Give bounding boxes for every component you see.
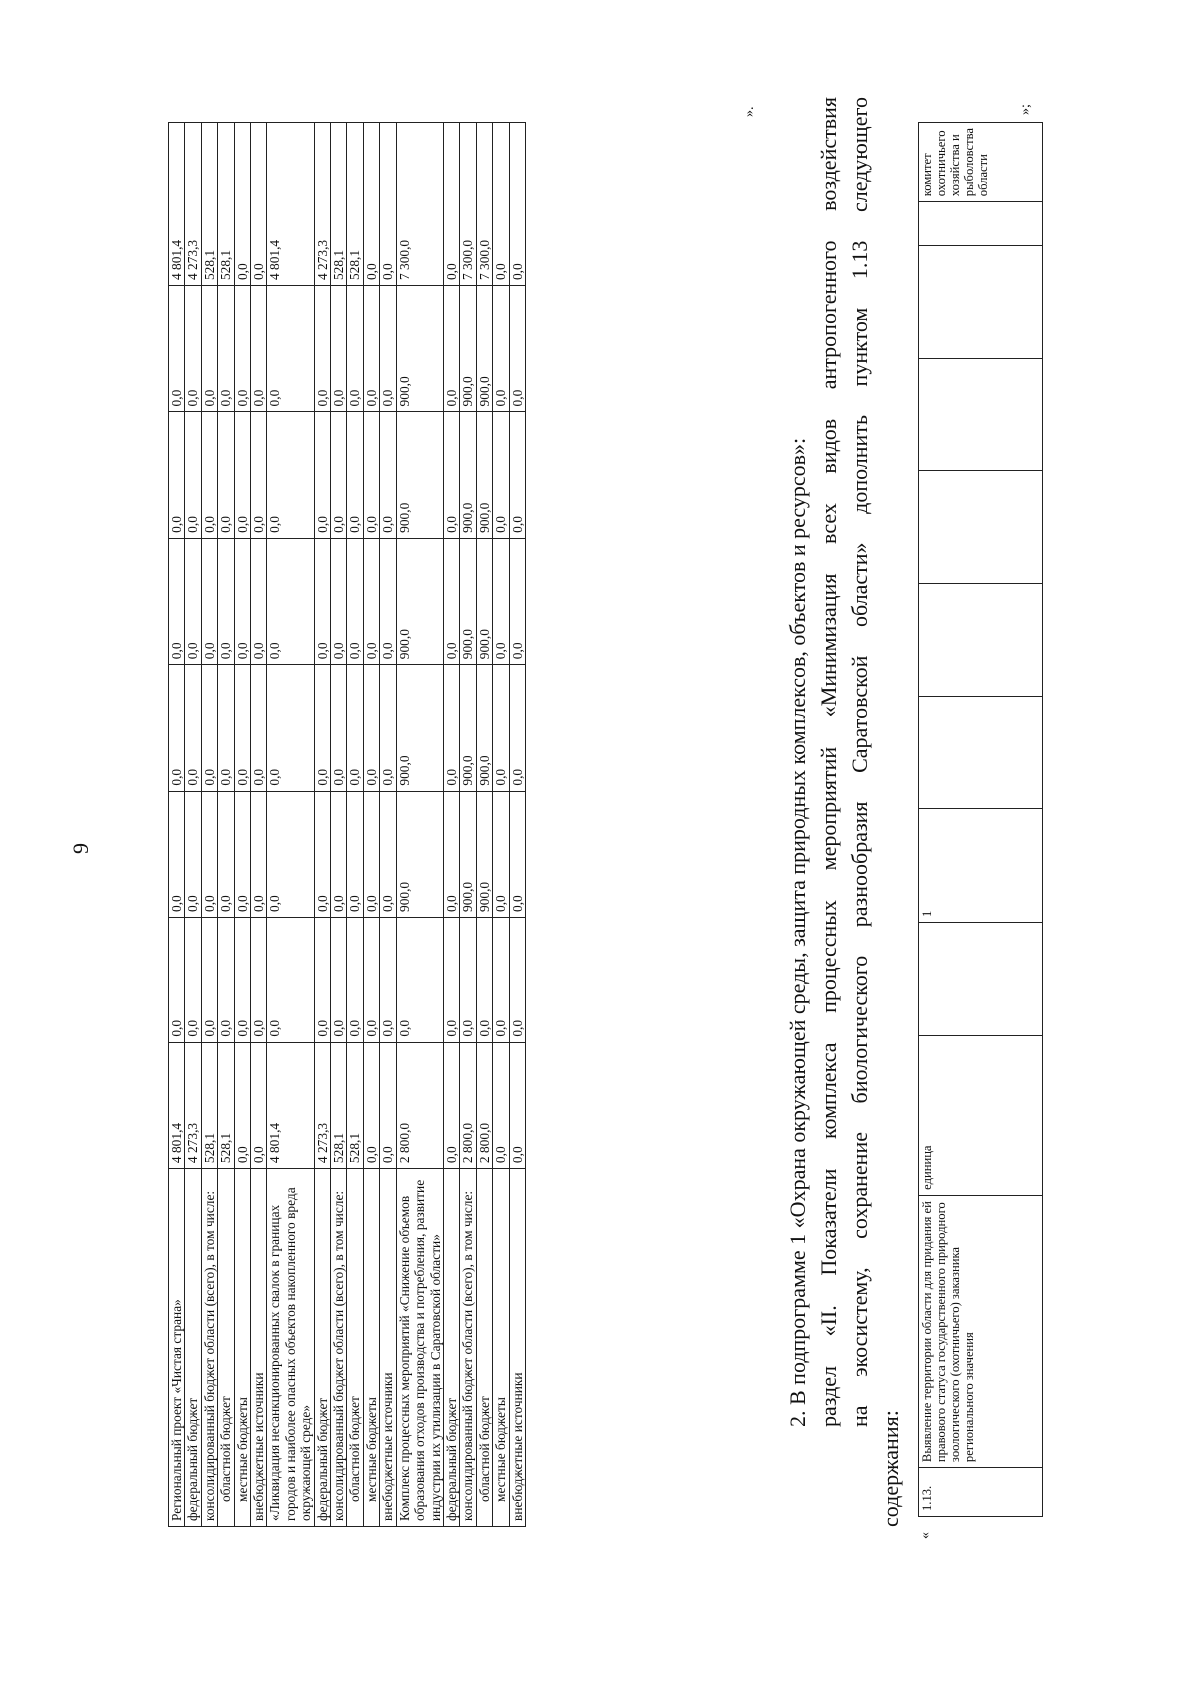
total-cell: 0,0	[234, 123, 250, 286]
value-cell: 900,0	[396, 791, 443, 917]
value-cell: 0,0	[234, 1042, 250, 1168]
value-cell: 0,0	[509, 286, 525, 412]
value-cell: 900,0	[460, 286, 476, 412]
row-label: местные бюджеты	[493, 1169, 509, 1527]
value-cell: 0,0	[169, 791, 185, 917]
indicator-value	[919, 471, 1043, 584]
value-cell: 4 273,3	[185, 1042, 201, 1168]
value-cell: 0,0	[380, 412, 396, 538]
indicator-table	[918, 122, 1043, 1517]
table-row	[396, 123, 443, 1527]
value-cell: 0,0	[169, 538, 185, 664]
total-cell: 4 801,4	[169, 123, 185, 286]
value-cell: 0,0	[267, 286, 314, 412]
indicator-value	[919, 246, 1043, 359]
value-cell: 0,0	[493, 538, 509, 664]
value-cell: 0,0	[314, 665, 330, 791]
value-cell: 0,0	[380, 1042, 396, 1168]
value-cell: 0,0	[493, 791, 509, 917]
total-cell: 528,1	[218, 123, 234, 286]
value-cell: 0,0	[267, 791, 314, 917]
value-cell: 0,0	[509, 412, 525, 538]
table-row	[331, 123, 347, 1527]
value-cell: 0,0	[185, 412, 201, 538]
budget-table	[168, 122, 526, 1527]
row-label: областной бюджет	[218, 1169, 234, 1527]
indicator-closing-mark: »;	[1018, 104, 1033, 115]
value-cell: 0,0	[201, 665, 217, 791]
value-cell: 0,0	[218, 412, 234, 538]
value-cell: 900,0	[460, 412, 476, 538]
paragraph-line: содержания:	[878, 1410, 903, 1527]
row-label: Региональный проект «Чистая страна»	[169, 1169, 185, 1527]
value-cell: 0,0	[363, 918, 379, 1043]
row-label: консолидированный бюджет области (всего), в том числе:	[460, 1169, 476, 1527]
value-cell: 0,0	[314, 412, 330, 538]
value-cell: 900,0	[396, 665, 443, 791]
value-cell: 2 800,0	[396, 1042, 443, 1168]
total-cell: 7 300,0	[460, 123, 476, 286]
paragraph-line: раздел «II. Показатели комплекса процессных мероприятий «Минимизация всех видов антропогенного воздействия	[816, 97, 841, 1427]
value-cell: 0,0	[493, 1042, 509, 1168]
total-cell: 0,0	[443, 123, 459, 286]
value-cell: 0,0	[331, 665, 347, 791]
total-cell: 7 300,0	[396, 123, 443, 286]
value-cell: 0,0	[509, 1042, 525, 1168]
value-cell: 900,0	[396, 412, 443, 538]
value-cell: 0,0	[509, 538, 525, 664]
total-cell: 0,0	[509, 123, 525, 286]
value-cell: 0,0	[314, 286, 330, 412]
value-cell: 0,0	[201, 286, 217, 412]
value-cell: 528,1	[331, 1042, 347, 1168]
value-cell: 0,0	[493, 918, 509, 1043]
value-cell: 0,0	[476, 918, 492, 1043]
indicator-name: Выявление территории области для придания ей правового статуса государственного природного зоологического (охотничьего) заказника регионального значения	[919, 1195, 1043, 1467]
value-cell: 0,0	[218, 286, 234, 412]
table-row	[267, 123, 314, 1527]
row-label: местные бюджеты	[363, 1169, 379, 1527]
value-cell: 0,0	[363, 665, 379, 791]
value-cell: 900,0	[460, 538, 476, 664]
value-cell: 0,0	[443, 286, 459, 412]
value-cell: 0,0	[169, 412, 185, 538]
value-cell: 0,0	[380, 791, 396, 917]
table-row	[185, 123, 201, 1527]
value-cell: 0,0	[201, 538, 217, 664]
value-cell: 528,1	[218, 1042, 234, 1168]
table-row	[234, 123, 250, 1527]
value-cell: 0,0	[493, 412, 509, 538]
total-cell: 0,0	[493, 123, 509, 286]
row-label: областной бюджет	[347, 1169, 363, 1527]
value-cell: 0,0	[201, 791, 217, 917]
value-cell: 0,0	[251, 412, 267, 538]
value-cell: 0,0	[169, 665, 185, 791]
value-cell: 0,0	[234, 665, 250, 791]
value-cell: 2 800,0	[476, 1042, 492, 1168]
indicator-row	[919, 123, 1043, 1517]
value-cell: 0,0	[363, 1042, 379, 1168]
value-cell: 0,0	[509, 791, 525, 917]
row-label: внебюджетные источники	[380, 1169, 396, 1527]
value-cell: 0,0	[396, 918, 443, 1043]
value-cell: 4 273,3	[314, 1042, 330, 1168]
indicator-value	[919, 358, 1043, 471]
value-cell: 900,0	[460, 791, 476, 917]
value-cell: 0,0	[251, 538, 267, 664]
total-cell: 528,1	[201, 123, 217, 286]
value-cell: 0,0	[443, 412, 459, 538]
table-row	[251, 123, 267, 1527]
value-cell: 0,0	[267, 538, 314, 664]
value-cell: 0,0	[185, 286, 201, 412]
value-cell: 0,0	[331, 918, 347, 1043]
value-cell: 0,0	[443, 538, 459, 664]
value-cell: 0,0	[234, 918, 250, 1043]
total-cell: 4 273,3	[314, 123, 330, 286]
value-cell: 0,0	[380, 918, 396, 1043]
table-row	[476, 123, 492, 1527]
value-cell: 900,0	[476, 665, 492, 791]
row-label: консолидированный бюджет области (всего), в том числе:	[201, 1169, 217, 1527]
value-cell: 2 800,0	[460, 1042, 476, 1168]
value-cell: 900,0	[396, 286, 443, 412]
total-cell: 528,1	[347, 123, 363, 286]
value-cell: 0,0	[380, 538, 396, 664]
value-cell: 0,0	[347, 665, 363, 791]
value-cell: 0,0	[169, 918, 185, 1043]
value-cell: 900,0	[476, 538, 492, 664]
value-cell: 0,0	[347, 412, 363, 538]
value-cell: 4 801,4	[267, 1042, 314, 1168]
value-cell: 0,0	[443, 1042, 459, 1168]
value-cell: 0,0	[251, 665, 267, 791]
value-cell: 0,0	[267, 665, 314, 791]
table-row	[380, 123, 396, 1527]
value-cell: 900,0	[396, 538, 443, 664]
value-cell: 0,0	[347, 538, 363, 664]
value-cell: 0,0	[185, 538, 201, 664]
value-cell: 0,0	[169, 286, 185, 412]
value-cell: 0,0	[363, 412, 379, 538]
value-cell: 0,0	[347, 791, 363, 917]
value-cell: 0,0	[493, 286, 509, 412]
value-cell: 900,0	[476, 791, 492, 917]
value-cell: 0,0	[201, 918, 217, 1043]
row-label: «Ликвидация несанкционированных свалок в границах городов и наиболее опасных объектов накопленного вреда окружающей среде»	[267, 1169, 314, 1527]
value-cell: 0,0	[331, 412, 347, 538]
table-row	[347, 123, 363, 1527]
row-label: федеральный бюджет	[185, 1169, 201, 1527]
value-cell: 0,0	[347, 918, 363, 1043]
value-cell: 0,0	[509, 665, 525, 791]
value-cell: 528,1	[201, 1042, 217, 1168]
table-row	[218, 123, 234, 1527]
row-label: федеральный бюджет	[314, 1169, 330, 1527]
value-cell: 900,0	[460, 665, 476, 791]
row-label: областной бюджет	[476, 1169, 492, 1527]
total-cell: 0,0	[251, 123, 267, 286]
table-row	[509, 123, 525, 1527]
value-cell: 0,0	[460, 918, 476, 1043]
value-cell: 0,0	[314, 791, 330, 917]
value-cell: 0,0	[185, 791, 201, 917]
page-number: 9	[68, 843, 93, 854]
value-cell: 0,0	[218, 665, 234, 791]
indicator-value	[919, 922, 1043, 1035]
total-cell: 4 801,4	[267, 123, 314, 286]
value-cell: 0,0	[251, 791, 267, 917]
value-cell: 0,0	[443, 918, 459, 1043]
value-cell: 0,0	[234, 538, 250, 664]
table-row	[363, 123, 379, 1527]
value-cell: 0,0	[234, 412, 250, 538]
indicator-value: 1	[919, 809, 1043, 923]
value-cell: 0,0	[251, 286, 267, 412]
value-cell: 0,0	[331, 791, 347, 917]
value-cell: 0,0	[347, 286, 363, 412]
value-cell: 0,0	[331, 286, 347, 412]
paragraph-line: на экосистему, сохранение биологического разнообразия Саратовской области» дополнить пунктом 1.13 следующего	[847, 97, 872, 1427]
value-cell: 528,1	[347, 1042, 363, 1168]
value-cell: 0,0	[201, 412, 217, 538]
indicator-value	[919, 202, 1043, 246]
total-cell: 528,1	[331, 123, 347, 286]
value-cell: 0,0	[380, 665, 396, 791]
value-cell: 0,0	[185, 665, 201, 791]
indicator-value	[919, 584, 1043, 697]
value-cell: 900,0	[476, 286, 492, 412]
value-cell: 0,0	[314, 538, 330, 664]
value-cell: 0,0	[218, 791, 234, 917]
indicator-responsible: комитет охотничьего хозяйства и рыболовства области	[919, 123, 1043, 202]
total-cell: 0,0	[380, 123, 396, 286]
value-cell: 0,0	[251, 918, 267, 1043]
table-closing-mark: ».	[742, 106, 757, 117]
value-cell: 0,0	[363, 538, 379, 664]
total-cell: 7 300,0	[476, 123, 492, 286]
value-cell: 4 801,4	[169, 1042, 185, 1168]
paragraph-subprogram: 2. В подпрограмме 1 «Охрана окружающей среды, защита природных комплексов, объектов и ресурсов»:	[785, 437, 810, 1427]
value-cell: 0,0	[363, 286, 379, 412]
row-label: внебюджетные источники	[251, 1169, 267, 1527]
value-cell: 0,0	[493, 665, 509, 791]
value-cell: 0,0	[218, 538, 234, 664]
table-row	[493, 123, 509, 1527]
total-cell: 4 273,3	[185, 123, 201, 286]
value-cell: 900,0	[476, 412, 492, 538]
paragraph-section-amendment	[813, 97, 906, 1527]
value-cell: 0,0	[234, 286, 250, 412]
value-cell: 0,0	[218, 918, 234, 1043]
value-cell: 0,0	[380, 286, 396, 412]
value-cell: 0,0	[185, 918, 201, 1043]
table-row	[314, 123, 330, 1527]
value-cell: 0,0	[267, 918, 314, 1043]
table-row	[443, 123, 459, 1527]
row-label: внебюджетные источники	[509, 1169, 525, 1527]
table-row	[169, 123, 185, 1527]
value-cell: 0,0	[234, 791, 250, 917]
value-cell: 0,0	[363, 791, 379, 917]
indicator-number: 1.13.	[919, 1468, 1043, 1517]
value-cell: 0,0	[251, 1042, 267, 1168]
value-cell: 0,0	[443, 665, 459, 791]
row-label: федеральный бюджет	[443, 1169, 459, 1527]
row-label: консолидированный бюджет области (всего), в том числе:	[331, 1169, 347, 1527]
value-cell: 0,0	[331, 538, 347, 664]
total-cell: 0,0	[363, 123, 379, 286]
indicator-unit: единица	[919, 1035, 1043, 1195]
value-cell: 0,0	[509, 918, 525, 1043]
row-label: Комплекс процессных мероприятий «Снижение объемов образования отходов производства и потребления, развитие индустрии их утилизации в Саратовской области»	[396, 1169, 443, 1527]
indicator-value	[919, 696, 1043, 809]
table-row	[201, 123, 217, 1527]
value-cell: 0,0	[267, 412, 314, 538]
table-row	[460, 123, 476, 1527]
row-label: местные бюджеты	[234, 1169, 250, 1527]
indicator-opening-mark: «	[918, 1532, 933, 1539]
value-cell: 0,0	[314, 918, 330, 1043]
value-cell: 0,0	[443, 791, 459, 917]
